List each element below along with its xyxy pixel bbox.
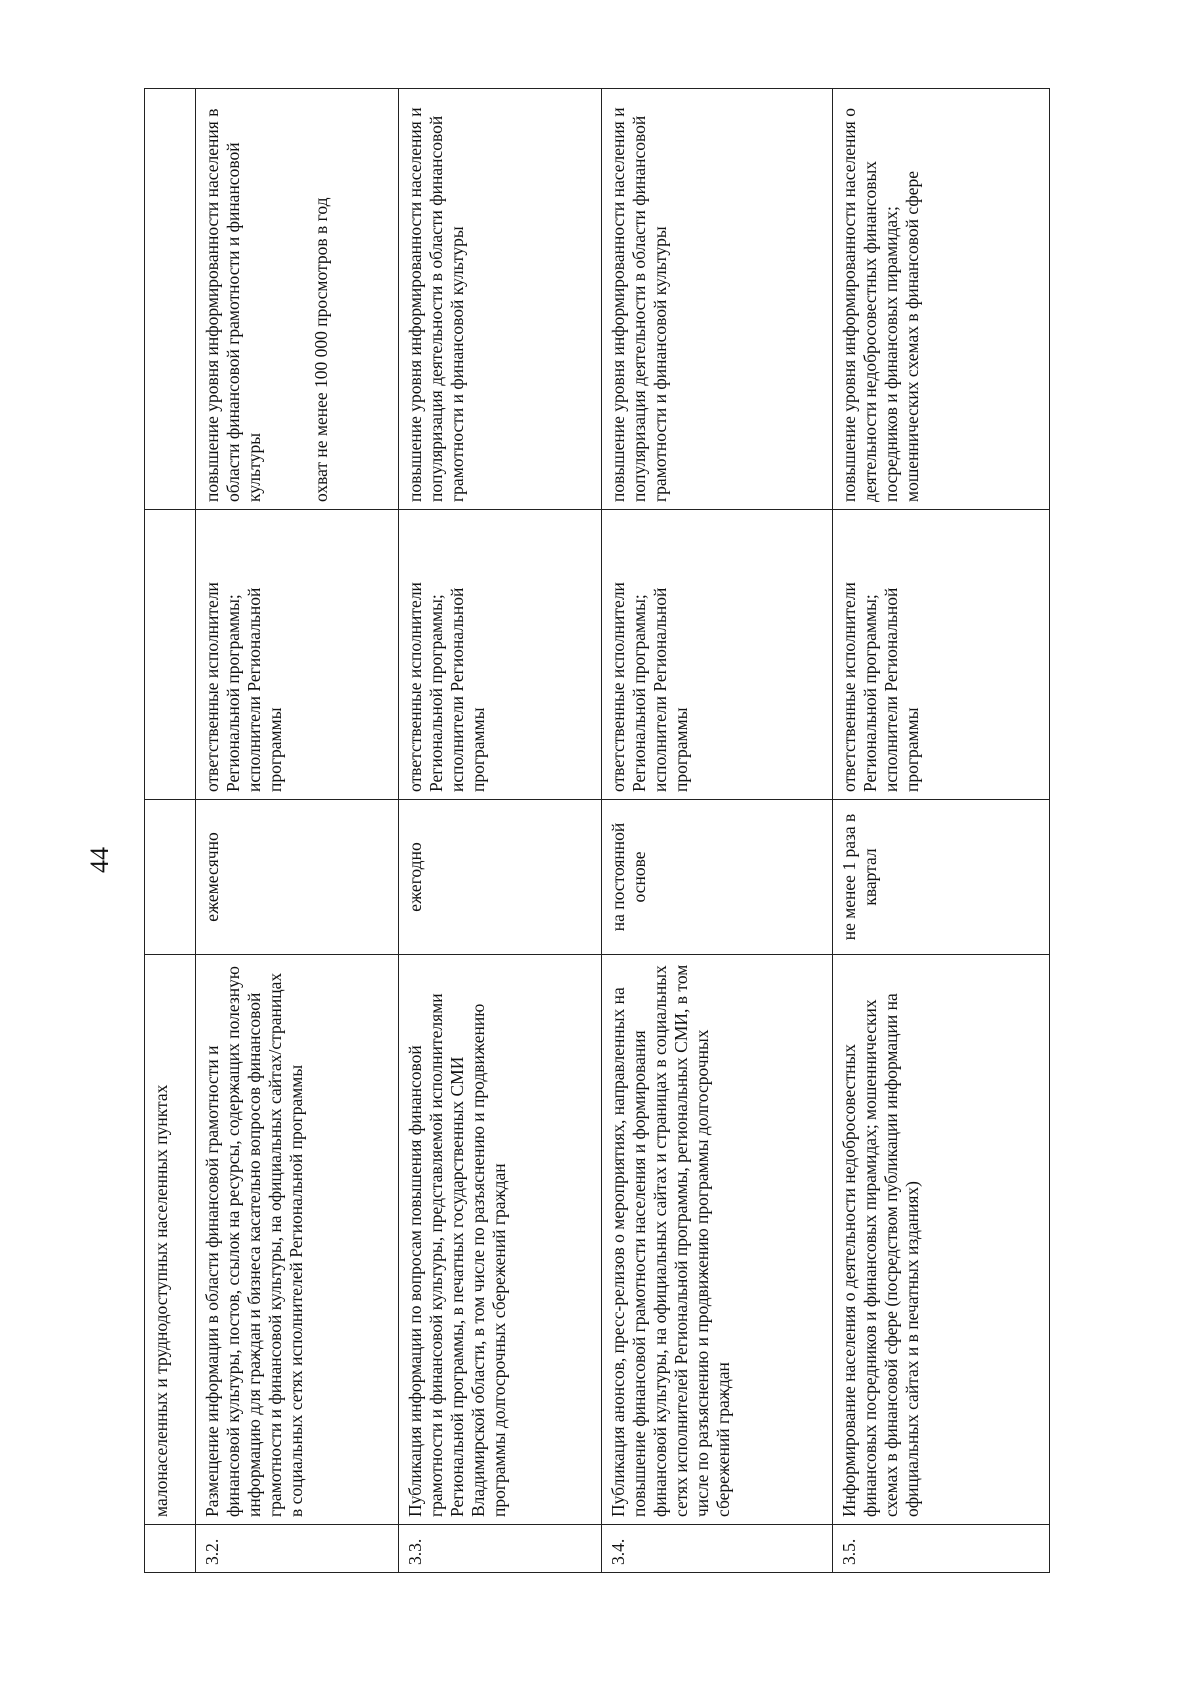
result-cell [196,89,399,510]
event-cell: Информирование населения о деятельности недобросовестных финансовых посредников и финансовых пирамидах; мошеннических схемах в финансовой сфере (посредством публикации информации на официальных сайтах и в печатных изданиях) [833,955,1050,1525]
row-number [145,1525,196,1573]
term-cell: ежегодно [399,800,602,955]
event-cell: Публикация анонсов, пресс-релизов о мероприятиях, направленных на повышение финансовой грамотности населения и формирования финансовой культуры, на официальных сайтах и страницах в социальных сетях исполнителей Региональной программы, региональных СМИ, в том числе по разъяснению и продвижению программы долгосрочных сбережений граждан [602,955,833,1525]
responsible-cell: ответственные исполнители Региональной программы; исполнители Региональной программы [833,510,1050,800]
result-text: повышение уровня информированности населения в области финансовой грамотности и финансовой культуры [202,108,264,502]
term-cell: не менее 1 раза в квартал [833,800,1050,955]
result-cell: повышение уровня информированности населения и популяризация деятельности в области финансовой грамотности и финансовой культуры [399,89,602,510]
responsible-cell [145,510,196,800]
result-cell: повышение уровня информированности населения о деятельности недобросовестных финансовых посредников и финансовых пирамидах; мошеннических схемах в финансовой сфере [833,89,1050,510]
term-cell: на постоянной основе [602,800,833,955]
row-number: 3.4. [602,1525,833,1573]
responsible-cell: ответственные исполнители Региональной программы; исполнители Региональной программы [196,510,399,800]
result-target-text: охват не менее 100 000 просмотров в год [311,197,331,502]
row-number: 3.5. [833,1525,1050,1573]
responsible-cell: ответственные исполнители Региональной программы; исполнители Региональной программы [602,510,833,800]
table-row [833,89,1050,1573]
event-cell: малонаселенных и труднодоступных населенных пунктах [145,955,196,1525]
responsible-cell: ответственные исполнители Региональной программы; исполнители Региональной программы [399,510,602,800]
table-row [145,89,196,1573]
measures-table [144,88,1050,1573]
table-row [196,89,399,1573]
row-number: 3.2. [196,1525,399,1573]
event-cell: Публикация информации по вопросам повышения финансовой грамотности и финансовой культуры, представляемой исполнителями Региональной программы, в печатных государственных СМИ Владимирской области, в том числе по разъяснению и продвижению программы долгосрочных сбережений граждан [399,955,602,1525]
rotated-table-wrapper [144,89,1104,1573]
term-cell: ежемесячно [196,800,399,955]
result-cell: повышение уровня информированности населения и популяризация деятельности в области финансовой грамотности и финансовой культуры [602,89,833,510]
table-row [399,89,602,1573]
result-cell [145,89,196,510]
row-number: 3.3. [399,1525,602,1573]
term-cell [145,800,196,955]
page-number: 44 [85,847,114,873]
event-cell: Размещение информации в области финансовой грамотности и финансовой культуры, постов, ссылок на ресурсы, содержащих полезную информацию для граждан и бизнеса касательно вопросов финансовой грамотности и финансовой культуры, на официальных сайтах/страницах в социальных сетях исполнителей Региональной программы [196,955,399,1525]
table-row [602,89,833,1573]
